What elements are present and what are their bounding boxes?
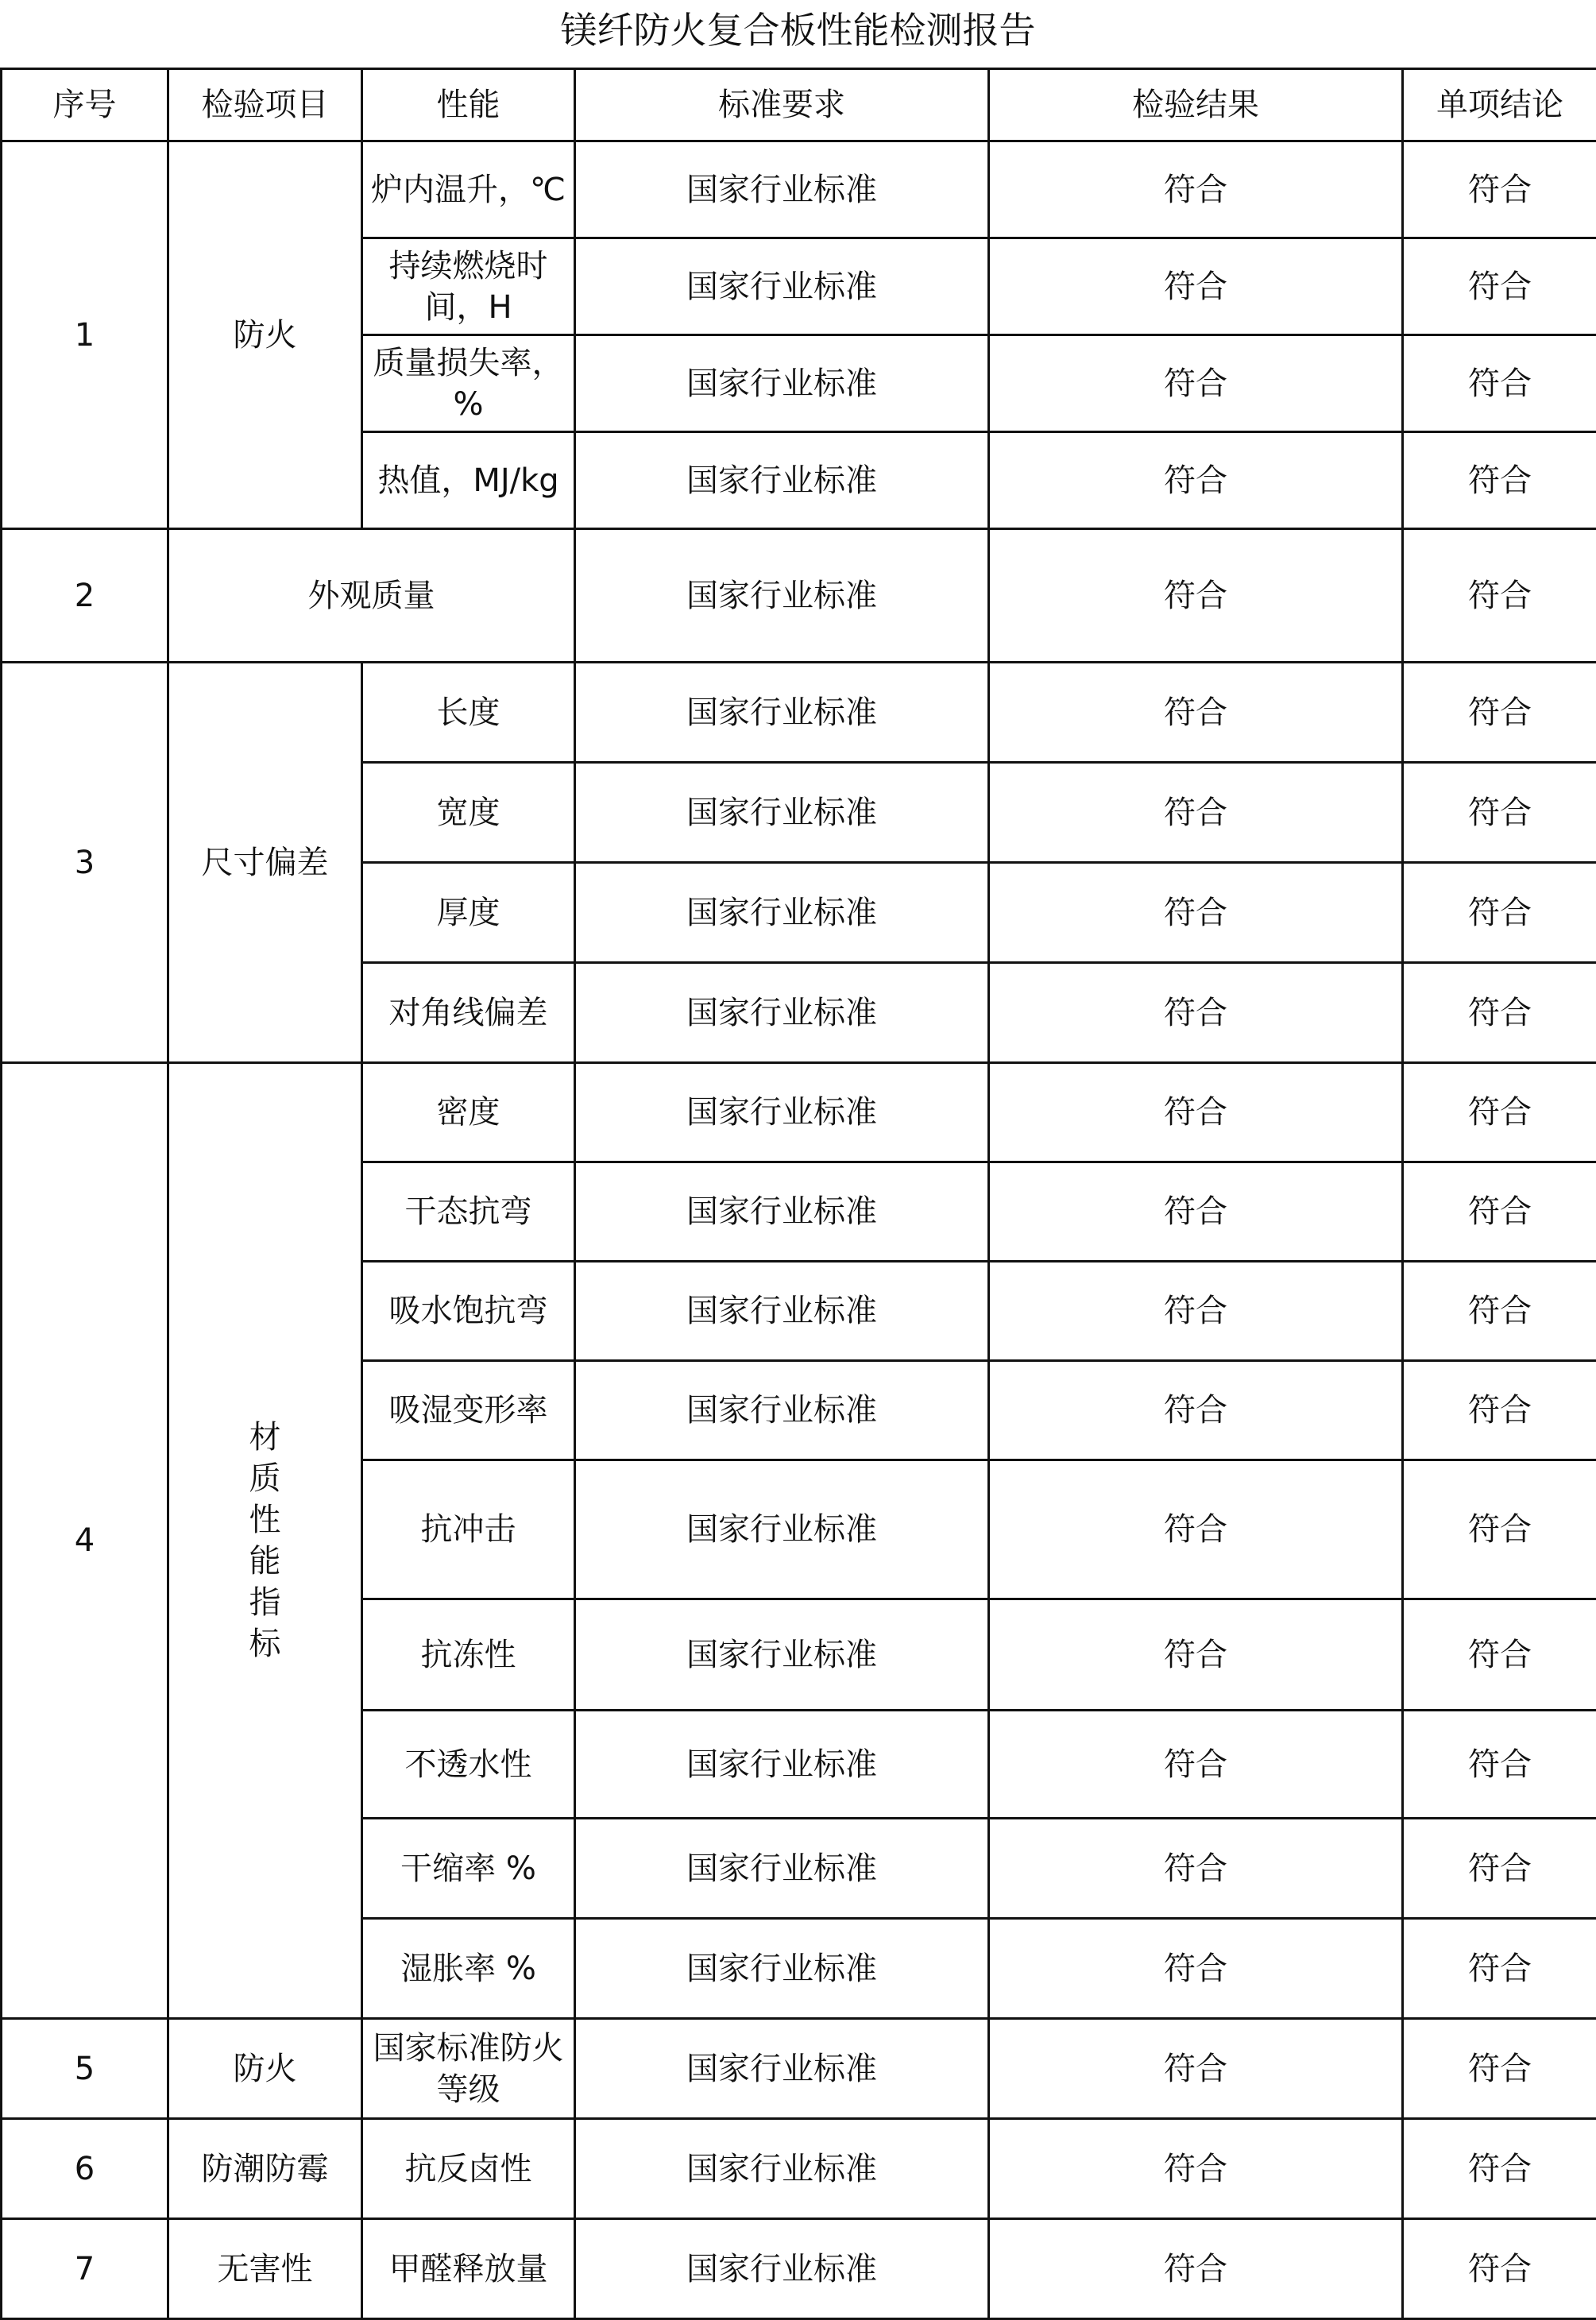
property-cell: 宽度 [362, 763, 575, 863]
result-cell: 符合 [989, 1063, 1403, 1162]
property-cell: 持续燃烧时间，H [362, 238, 575, 335]
standard-cell: 国家行业标准 [575, 2019, 989, 2119]
conclusion-cell: 符合 [1403, 335, 1596, 432]
result-cell: 符合 [989, 1460, 1403, 1599]
result-cell: 符合 [989, 863, 1403, 963]
conclusion-cell: 符合 [1403, 238, 1596, 335]
result-cell: 符合 [989, 1819, 1403, 1919]
standard-cell: 国家行业标准 [575, 2119, 989, 2219]
standard-cell: 国家行业标准 [575, 1919, 989, 2019]
seq-cell: 5 [2, 2019, 168, 2119]
item-cell: 防火 [168, 141, 362, 529]
conclusion-cell: 符合 [1403, 663, 1596, 763]
table-row [2, 141, 1596, 238]
standard-cell: 国家行业标准 [575, 763, 989, 863]
result-cell: 符合 [989, 2119, 1403, 2219]
report-title: 镁纤防火复合板性能检测报告 [0, 0, 1596, 62]
property-cell: 对角线偏差 [362, 963, 575, 1063]
inspection-table [0, 68, 1596, 2320]
standard-cell: 国家行业标准 [575, 432, 989, 529]
property-cell: 干态抗弯 [362, 1162, 575, 1262]
header-row [2, 69, 1596, 141]
standard-cell: 国家行业标准 [575, 963, 989, 1063]
seq-cell: 2 [2, 529, 168, 663]
property-cell: 炉内温升，℃ [362, 141, 575, 238]
result-cell: 符合 [989, 1711, 1403, 1819]
result-cell: 符合 [989, 432, 1403, 529]
table-row [2, 663, 1596, 763]
result-cell: 符合 [989, 663, 1403, 763]
conclusion-cell: 符合 [1403, 763, 1596, 863]
result-cell: 符合 [989, 1919, 1403, 2019]
result-cell: 符合 [989, 1599, 1403, 1711]
conclusion-cell: 符合 [1403, 1919, 1596, 2019]
property-cell: 吸湿变形率 [362, 1361, 575, 1460]
property-cell: 密度 [362, 1063, 575, 1162]
conclusion-cell: 符合 [1403, 1711, 1596, 1819]
standard-cell: 国家行业标准 [575, 335, 989, 432]
conclusion-cell: 符合 [1403, 1063, 1596, 1162]
table-row [2, 2019, 1596, 2119]
property-cell: 抗冻性 [362, 1599, 575, 1711]
header-seq: 序号 [2, 69, 168, 141]
header-standard: 标准要求 [575, 69, 989, 141]
seq-cell: 6 [2, 2119, 168, 2219]
item-cell: 尺寸偏差 [168, 663, 362, 1063]
item-cell: 无害性 [168, 2219, 362, 2319]
conclusion-cell: 符合 [1403, 963, 1596, 1063]
standard-cell: 国家行业标准 [575, 2219, 989, 2319]
property-cell: 吸水饱抗弯 [362, 1262, 575, 1361]
result-cell: 符合 [989, 238, 1403, 335]
item-cell: 防火 [168, 2019, 362, 2119]
table-row [2, 1063, 1596, 1162]
conclusion-cell: 符合 [1403, 529, 1596, 663]
seq-cell: 7 [2, 2219, 168, 2319]
property-cell: 长度 [362, 663, 575, 763]
result-cell: 符合 [989, 963, 1403, 1063]
standard-cell: 国家行业标准 [575, 863, 989, 963]
result-cell: 符合 [989, 335, 1403, 432]
conclusion-cell: 符合 [1403, 2219, 1596, 2319]
item-cell: 材 质 性 能 指 标 [168, 1063, 362, 2019]
standard-cell: 国家行业标准 [575, 1711, 989, 1819]
conclusion-cell: 符合 [1403, 432, 1596, 529]
header-prop: 性能 [362, 69, 575, 141]
standard-cell: 国家行业标准 [575, 1819, 989, 1919]
item-cell: 防潮防霉 [168, 2119, 362, 2219]
property-cell: 湿胀率 % [362, 1919, 575, 2019]
standard-cell: 国家行业标准 [575, 1262, 989, 1361]
result-cell: 符合 [989, 141, 1403, 238]
conclusion-cell: 符合 [1403, 1162, 1596, 1262]
item-cell: 外观质量 [168, 529, 575, 663]
result-cell: 符合 [989, 1162, 1403, 1262]
conclusion-cell: 符合 [1403, 863, 1596, 963]
table-row [2, 2219, 1596, 2319]
property-cell: 质量损失率，% [362, 335, 575, 432]
table-row [2, 2119, 1596, 2219]
standard-cell: 国家行业标准 [575, 1162, 989, 1262]
result-cell: 符合 [989, 529, 1403, 663]
property-cell: 国家标准防火等级 [362, 2019, 575, 2119]
standard-cell: 国家行业标准 [575, 1599, 989, 1711]
table-row [2, 529, 1596, 663]
result-cell: 符合 [989, 763, 1403, 863]
result-cell: 符合 [989, 2219, 1403, 2319]
conclusion-cell: 符合 [1403, 1819, 1596, 1919]
conclusion-cell: 符合 [1403, 1599, 1596, 1711]
result-cell: 符合 [989, 1361, 1403, 1460]
property-cell: 抗反卤性 [362, 2119, 575, 2219]
report-table-frame [0, 68, 1596, 2318]
property-cell: 甲醛释放量 [362, 2219, 575, 2319]
header-item: 检验项目 [168, 69, 362, 141]
conclusion-cell: 符合 [1403, 1460, 1596, 1599]
standard-cell: 国家行业标准 [575, 238, 989, 335]
conclusion-cell: 符合 [1403, 1361, 1596, 1460]
standard-cell: 国家行业标准 [575, 141, 989, 238]
standard-cell: 国家行业标准 [575, 1460, 989, 1599]
result-cell: 符合 [989, 2019, 1403, 2119]
conclusion-cell: 符合 [1403, 141, 1596, 238]
property-cell: 抗冲击 [362, 1460, 575, 1599]
seq-cell: 1 [2, 141, 168, 529]
conclusion-cell: 符合 [1403, 2019, 1596, 2119]
standard-cell: 国家行业标准 [575, 529, 989, 663]
seq-cell: 3 [2, 663, 168, 1063]
header-conclusion: 单项结论 [1403, 69, 1596, 141]
standard-cell: 国家行业标准 [575, 1361, 989, 1460]
property-cell: 厚度 [362, 863, 575, 963]
standard-cell: 国家行业标准 [575, 663, 989, 763]
property-cell: 不透水性 [362, 1711, 575, 1819]
conclusion-cell: 符合 [1403, 2119, 1596, 2219]
standard-cell: 国家行业标准 [575, 1063, 989, 1162]
header-result: 检验结果 [989, 69, 1403, 141]
result-cell: 符合 [989, 1262, 1403, 1361]
property-cell: 热值，MJ/kg [362, 432, 575, 529]
seq-cell: 4 [2, 1063, 168, 2019]
conclusion-cell: 符合 [1403, 1262, 1596, 1361]
property-cell: 干缩率 % [362, 1819, 575, 1919]
